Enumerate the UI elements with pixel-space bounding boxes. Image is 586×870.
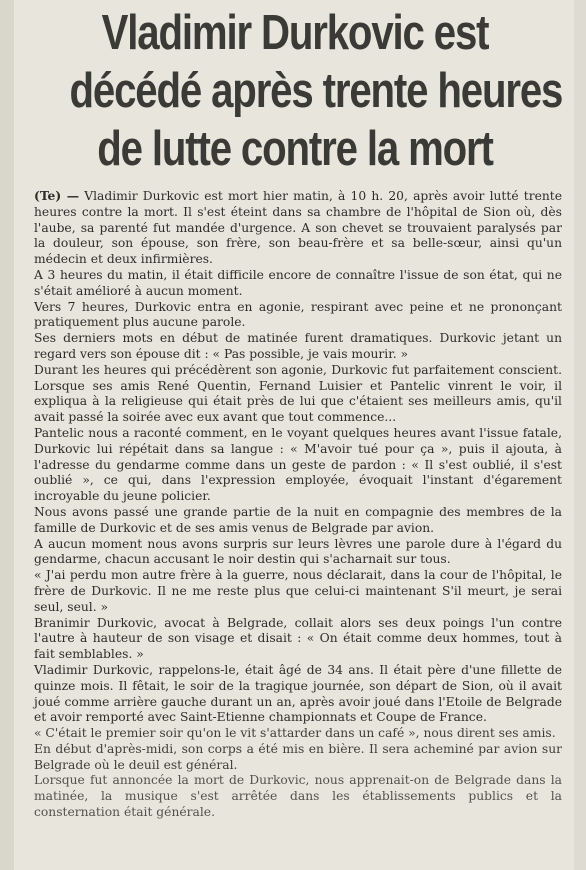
article-paragraph: En début d'après-midi, son corps a été mis en bière. Il sera acheminé par avion sur Belgrade où le deuil est général. [34,741,562,772]
article-paragraph: « C'était le premier soir qu'on le vit s'attarder dans un café », nous dirent ses amis. [34,726,556,741]
article-paragraph: A 3 heures du matin, il était difficile encore de connaître l'issue de son état, qui ne s'était amélioré à aucun moment. [34,267,562,298]
article-paragraph: Vladimir Durkovic, rappelons-le, était âgé de 34 ans. Il était père d'une fillette de quinze mois. Il fêtait, le soir de la tragique journée, son départ de Sion, où il avait joué comme arrière gauche durant un an, après avoir joué dans l'Etoile de Belgrade et avoir remporté avec Saint-Etienne championnats et Coupe de France. [34,662,562,725]
article-paragraph [34,188,562,268]
article-paragraph: Pantelic nous a raconté comment, en le voyant quelques heures avant l'issue fatale, Durkovic lui répétait dans sa langue : « M'avoir tué pour ça », puis il ajouta, à l'adresse du gendarme comme dans un geste de pardon : « Il s'est oublié, il s'est oublié », ce qui, dans l'expression employée, évoquait l'instant d'égarement incroyable du jeune policier. [34,425,562,504]
article-body [34,188,562,821]
paper-edge-right [574,0,586,870]
paragraph-text: Vladimir Durkovic est mort hier matin, à 10 h. 20, après avoir lutté trente heures contre la mort. Il s'est éteint dans sa chambre de l'hôpital de Sion où, dès l'aube, sa parenté fut mandée d'urgence. A son chevet se trouvaient paralysés par la douleur, son épouse, son frère, son beau-frère et sa belle-sœur, ainsi qu'un médecin et deux infirmières. [34,189,562,267]
article-paragraph: Vers 7 heures, Durkovic entra en agonie, respirant avec peine et ne prononçant pratiquement plus aucune parole. [34,299,562,330]
article-paragraph: Nous avons passé une grande partie de la nuit en compagnie des membres de la famille de Durkovic et de ses amis venus de Belgrade par avion. [34,504,562,535]
article-paragraph: A aucun moment nous avons surpris sur leurs lèvres une parole dure à l'égard du gendarme, chacun accusant le noir destin qui s'acharnait sur tous. [34,536,562,567]
headline-line-3: de lutte contre la mort [97,122,493,176]
article-paragraph: Branimir Durkovic, avocat à Belgrade, collait alors ses deux poings l'un contre l'autre à hauteur de son visage et disait : « On était comme deux hommes, tout à fait semblables. » [34,615,562,662]
byline: (Te) — [34,188,80,203]
article-paragraph: Durant les heures qui précédèrent son agonie, Durkovic fut parfaitement conscient. Lorsque ses amis René Quentin, Fernand Luisier et Pantelic vinrent le voir, il expliqua à la religieuse qui était près de lui que c'étaient ses meilleurs amis, qu'il avait passé la soirée avec eux avant que tout commence... [34,362,562,425]
article-paragraph: Lorsque fut annoncée la mort de Durkovic, nous apprenait-on de Belgrade dans la matinée, la musique s'est arrêtée dans les établissements publics et la consternation était générale. [34,773,562,820]
headline [69,4,563,178]
paper-edge-left [0,0,14,870]
headline-line-2: décédé après trente heures [69,64,563,118]
headline-line-1: Vladimir Durkovic est [101,6,489,60]
article-paragraph: « J'ai perdu mon autre frère à la guerre, nous déclarait, dans la cour de l'hôpital, le frère de Durkovic. Il ne me reste plus que celui-ci maintenant S'il meurt, je serai seul, seul. » [34,568,562,614]
article-paragraph: Ses derniers mots en début de matinée furent dramatiques. Durkovic jetant un regard vers son épouse dit : « Pas possible, je vais mourir. » [34,331,562,361]
